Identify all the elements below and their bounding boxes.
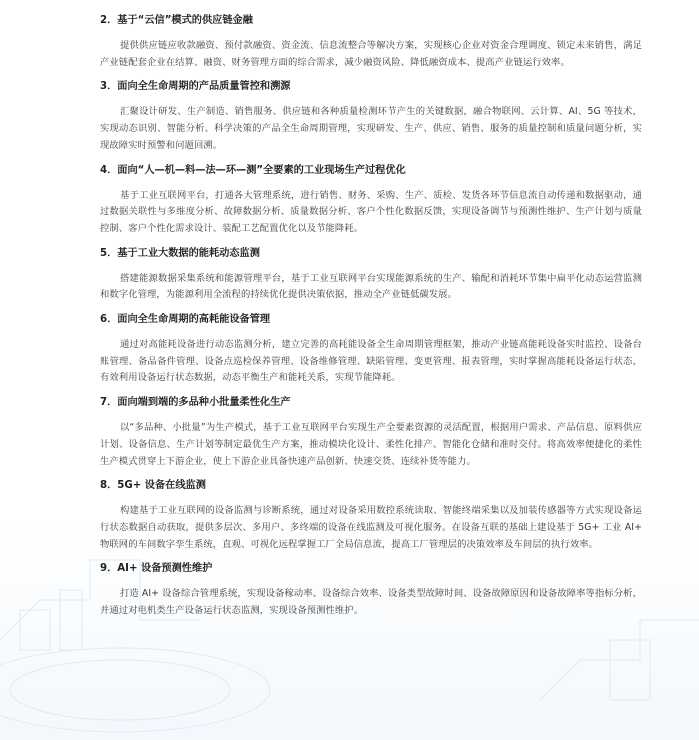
section-title: 7．面向端到端的多品种小批量柔性化生产	[100, 397, 291, 409]
section-title: 5．基于工业大数据的能耗动态监测	[100, 247, 260, 259]
section-energy-monitoring	[100, 247, 642, 304]
section-ai-predictive-maintenance	[100, 562, 642, 619]
section-title: 6．面向全生命周期的高耗能设备管理	[100, 314, 271, 326]
section-paragraph: 打造 AI+ 设备综合管理系统，实现设备稼动率、设备综合效率、设备类型故障时间、设备故障原因和设备故障率等指标分析，并通过对电机类生产设备运行状态监测，实现设备预测性维护。	[100, 588, 642, 617]
document-content	[100, 14, 642, 629]
section-title: 8．5G+ 设备在线监测	[100, 480, 206, 492]
section-production-optimization	[100, 164, 642, 238]
section-paragraph: 提供供应链应收款融资、预付款融资、资金流、信息流整合等解决方案，实现核心企业对资金合理调度、锁定未来销售，满足产业链配套企业在结算、融资、财务管理方面的综合需求，减少融资风险、降低融资成本、提高产业链运行效率。	[100, 40, 642, 68]
section-paragraph: 汇聚设计研发、生产制造、销售服务、供应链和各种质量检测环节产生的关键数据，融合物联网、云计算、AI、5G 等技术，实现动态识别、智能分析、科学决策的产品全生命周期管理，实现研发、生产、供应、销售、服务的质量控制和质量问题分析，实现故障实时预警和问题回溯。	[100, 106, 642, 151]
section-quality-traceability	[100, 80, 642, 154]
section-paragraph: 搭建能源数据采集系统和能源管理平台，基于工业互联网平台实现能源系统的生产、输配和消耗环节集中扁平化动态运营监测和数字化管理，为能源利用全流程的持续优化提供决策依据，推动全产业链低碳发展。	[100, 272, 642, 301]
section-paragraph: 以“多品种、小批量”为生产模式，基于工业互联网平台实现生产全要素资源的灵活配置，根据用户需求、产品信息、原料供应计划、设备信息、生产计划等制定最优生产方案，推动模块化设计、柔性化排产、智能化仓储和准时交付。将高效率便捷化的柔性生产模式贯穿上下游企业，使上下游企业具备快速产品创新、快速交货、连续补货等能力。	[100, 422, 642, 467]
section-paragraph: 构建基于工业互联网的设备监测与诊断系统，通过对设备采用数控系统读取、智能终端采集以及加装传感器等方式实现设备运行状态数据自动获取，提供多层次、多用户、多终端的设备在线监测及可视化服务。在设备互联的基础上建设基于 5G+ 工业 AI+ 物联网的车间数字孪生系统，直观、可视化远程掌握工厂全局信息流，提高工厂管理层的决策效率及车间层的执行效率。	[100, 505, 642, 550]
section-5g-equipment-monitoring	[100, 479, 642, 553]
section-title: 2．基于“云信”模式的供应链金融	[100, 15, 253, 26]
section-high-energy-equipment	[100, 313, 642, 387]
section-paragraph: 基于工业互联网平台，打通各大管理系统，进行销售、财务、采购、生产、质检、发货各环节信息流自动传递和数据驱动，通过数据关联性与多维度分析、故障数据分析、质量数据分析、客户个性化数据反馈，实现设备调节与预测性维护、生产计划与质量控制、客户个性化需求设计、装配工艺配置优化以及节能降耗。	[100, 189, 642, 234]
section-flexible-production	[100, 396, 642, 470]
section-title: 4．面向“人—机—料—法—环—测”全要素的工业现场生产过程优化	[100, 164, 406, 176]
section-supply-chain-finance	[100, 14, 642, 71]
section-title: 9．AI+ 设备预测性维护	[100, 563, 213, 575]
section-title: 3．面向全生命周期的产品质量管控和溯源	[100, 81, 291, 93]
section-paragraph: 通过对高能耗设备进行动态监测分析，建立完善的高耗能设备全生命周期管理框架，推动产业链高能耗设备实时监控、设备台账管理、备品备件管理、设备点巡检保养管理、设备维修管理、缺陷管理、变更管理、报表管理，实时掌握高能耗设备运行状态，有效利用设备运行状态数据，动态平衡生产和能耗关系，实现节能降耗。	[100, 339, 642, 384]
